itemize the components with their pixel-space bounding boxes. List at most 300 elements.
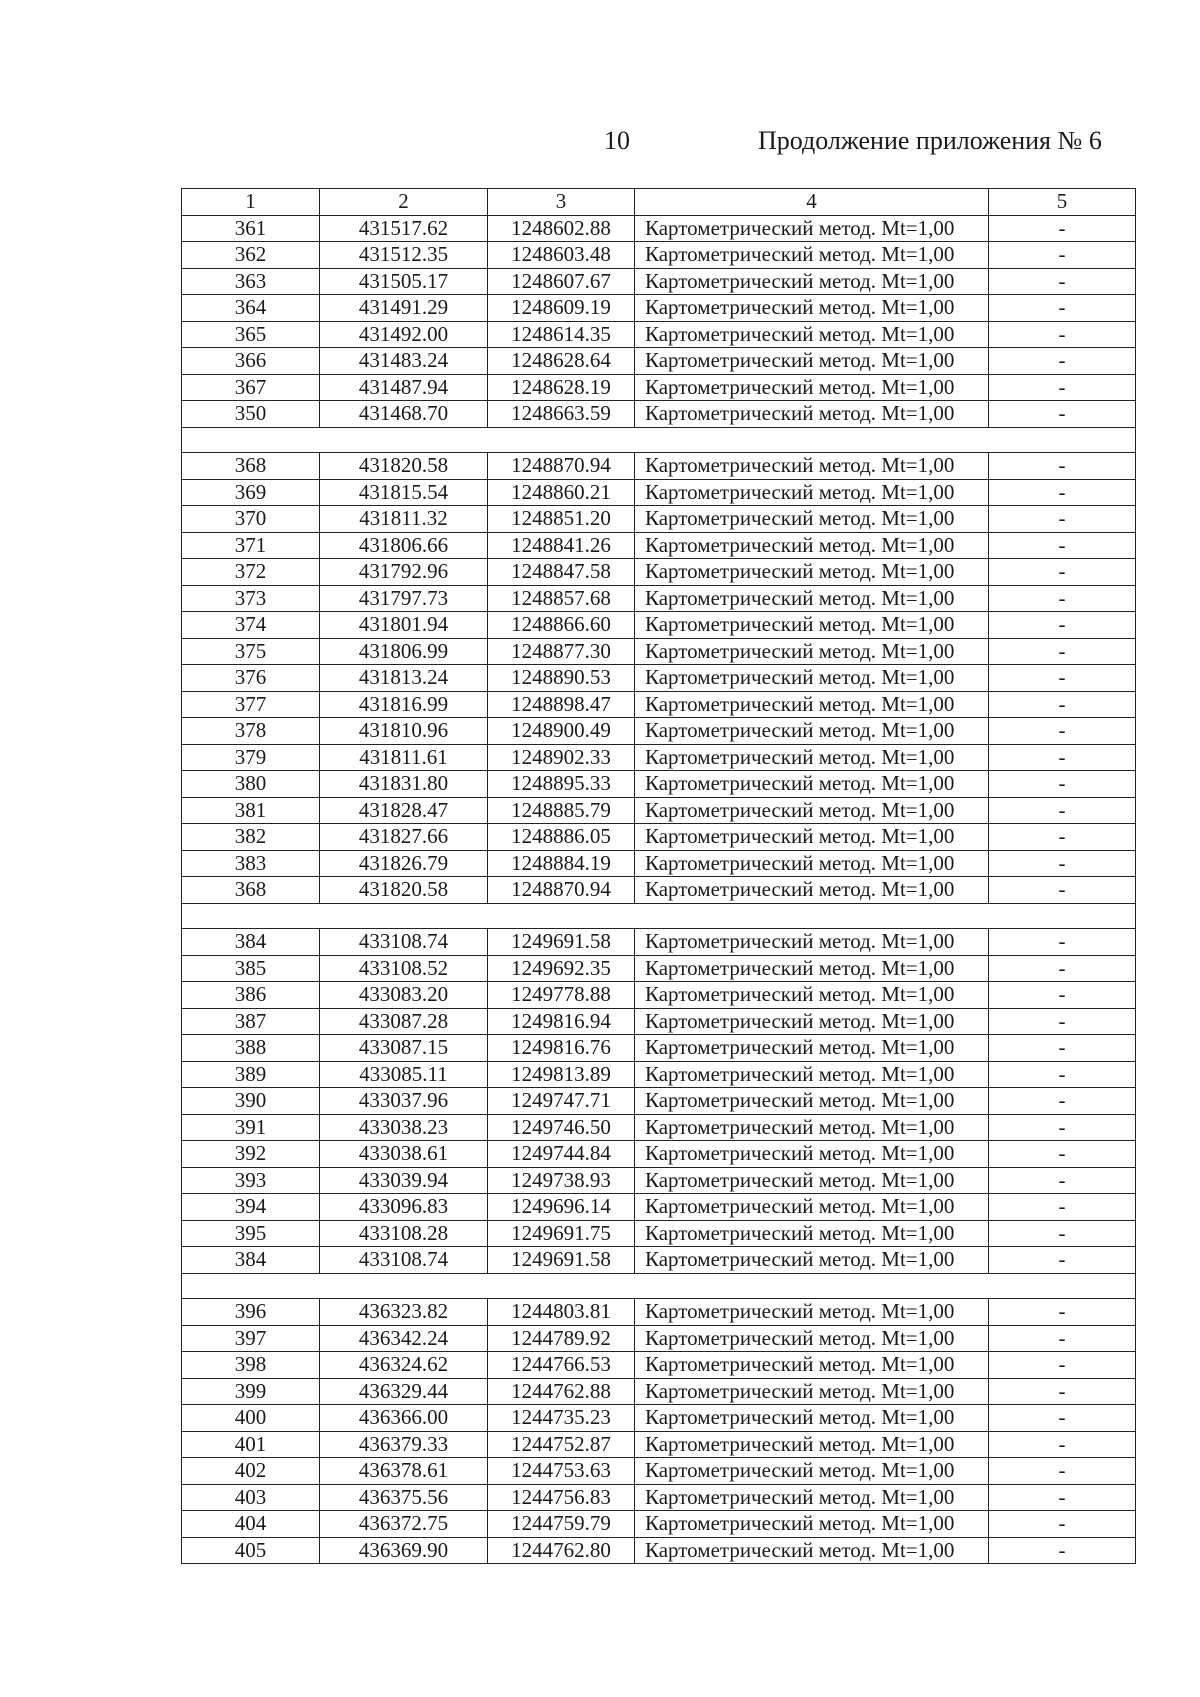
page-number: 10 (604, 126, 630, 155)
method-cell: Картометрический метод. Mt=1,00 (635, 1114, 989, 1141)
table-row (182, 1220, 1136, 1247)
table-row (182, 982, 1136, 1009)
coordinate-y-cell: 1244735.23 (488, 1405, 635, 1432)
column-5-cell: - (989, 374, 1136, 401)
group-separator-row (182, 1273, 1136, 1299)
table-row (182, 401, 1136, 428)
coordinate-y-cell: 1248877.30 (488, 638, 635, 665)
point-number-cell: 376 (182, 665, 320, 692)
coordinate-x-cell: 431801.94 (320, 612, 488, 639)
coordinate-y-cell: 1248870.94 (488, 453, 635, 480)
coordinate-y-cell: 1244752.87 (488, 1431, 635, 1458)
table-row (182, 585, 1136, 612)
method-cell: Картометрический метод. Mt=1,00 (635, 850, 989, 877)
coordinate-x-cell: 433108.28 (320, 1220, 488, 1247)
coordinate-y-cell: 1248900.49 (488, 718, 635, 745)
coordinate-x-cell: 431491.29 (320, 295, 488, 322)
column-5-cell: - (989, 1431, 1136, 1458)
method-cell: Картометрический метод. Mt=1,00 (635, 1378, 989, 1405)
point-number-cell: 380 (182, 771, 320, 798)
point-number-cell: 370 (182, 506, 320, 533)
point-number-cell: 350 (182, 401, 320, 428)
method-cell: Картометрический метод. Mt=1,00 (635, 1325, 989, 1352)
method-cell: Картометрический метод. Mt=1,00 (635, 1537, 989, 1564)
point-number-cell: 390 (182, 1088, 320, 1115)
table-row (182, 1194, 1136, 1221)
point-number-cell: 367 (182, 374, 320, 401)
point-number-cell: 375 (182, 638, 320, 665)
method-cell: Картометрический метод. Mt=1,00 (635, 744, 989, 771)
coordinate-y-cell: 1244766.53 (488, 1352, 635, 1379)
point-number-cell: 398 (182, 1352, 320, 1379)
table-row (182, 532, 1136, 559)
coordinate-x-cell: 436379.33 (320, 1431, 488, 1458)
table-row (182, 1511, 1136, 1538)
coordinate-x-cell: 431831.80 (320, 771, 488, 798)
point-number-cell: 382 (182, 824, 320, 851)
column-5-cell: - (989, 1247, 1136, 1274)
point-number-cell: 405 (182, 1537, 320, 1564)
coordinate-y-cell: 1249816.76 (488, 1035, 635, 1062)
coordinate-y-cell: 1248857.68 (488, 585, 635, 612)
column-5-cell: - (989, 850, 1136, 877)
column-5-cell: - (989, 585, 1136, 612)
coordinate-x-cell: 431492.00 (320, 321, 488, 348)
method-cell: Картометрический метод. Mt=1,00 (635, 1405, 989, 1432)
point-number-cell: 384 (182, 1247, 320, 1274)
table-row (182, 1484, 1136, 1511)
column-5-cell: - (989, 877, 1136, 904)
coordinate-x-cell: 433083.20 (320, 982, 488, 1009)
table-row (182, 1299, 1136, 1326)
coordinate-y-cell: 1244762.88 (488, 1378, 635, 1405)
table-row (182, 665, 1136, 692)
method-cell: Картометрический метод. Mt=1,00 (635, 321, 989, 348)
method-cell: Картометрический метод. Mt=1,00 (635, 242, 989, 269)
column-number-row (182, 189, 1136, 216)
column-5-cell: - (989, 453, 1136, 480)
column-header-1: 1 (182, 189, 320, 216)
group-separator-row (182, 903, 1136, 929)
column-5-cell: - (989, 1035, 1136, 1062)
coordinate-x-cell: 433096.83 (320, 1194, 488, 1221)
column-5-cell: - (989, 955, 1136, 982)
table-row (182, 1088, 1136, 1115)
table-row (182, 718, 1136, 745)
method-cell: Картометрический метод. Mt=1,00 (635, 1431, 989, 1458)
column-5-cell: - (989, 1088, 1136, 1115)
column-5-cell: - (989, 1194, 1136, 1221)
coordinate-y-cell: 1249691.75 (488, 1220, 635, 1247)
coordinate-x-cell: 431806.66 (320, 532, 488, 559)
coordinate-y-cell: 1248628.19 (488, 374, 635, 401)
column-5-cell: - (989, 1484, 1136, 1511)
column-header-4: 4 (635, 189, 989, 216)
table-header (182, 189, 1136, 216)
coordinate-y-cell: 1248895.33 (488, 771, 635, 798)
method-cell: Картометрический метод. Mt=1,00 (635, 348, 989, 375)
coordinate-x-cell: 433087.15 (320, 1035, 488, 1062)
coordinate-y-cell: 1248860.21 (488, 479, 635, 506)
method-cell: Картометрический метод. Mt=1,00 (635, 1458, 989, 1485)
point-number-cell: 361 (182, 215, 320, 242)
coordinate-x-cell: 431505.17 (320, 268, 488, 295)
table-row (182, 374, 1136, 401)
table-row (182, 268, 1136, 295)
coordinate-y-cell: 1248609.19 (488, 295, 635, 322)
point-number-cell: 395 (182, 1220, 320, 1247)
coordinate-y-cell: 1249744.84 (488, 1141, 635, 1168)
table-row (182, 215, 1136, 242)
column-5-cell: - (989, 691, 1136, 718)
coordinate-x-cell: 431813.24 (320, 665, 488, 692)
point-number-cell: 366 (182, 348, 320, 375)
method-cell: Картометрический метод. Mt=1,00 (635, 691, 989, 718)
column-5-cell: - (989, 744, 1136, 771)
method-cell: Картометрический метод. Mt=1,00 (635, 1088, 989, 1115)
coordinate-x-cell: 433085.11 (320, 1061, 488, 1088)
coordinate-y-cell: 1248884.19 (488, 850, 635, 877)
coordinate-x-cell: 433087.28 (320, 1008, 488, 1035)
method-cell: Картометрический метод. Mt=1,00 (635, 1299, 989, 1326)
point-number-cell: 396 (182, 1299, 320, 1326)
coordinate-y-cell: 1249816.94 (488, 1008, 635, 1035)
table-row (182, 348, 1136, 375)
coordinate-y-cell: 1244753.63 (488, 1458, 635, 1485)
point-number-cell: 387 (182, 1008, 320, 1035)
coordinate-y-cell: 1248841.26 (488, 532, 635, 559)
point-number-cell: 384 (182, 929, 320, 956)
coordinate-x-cell: 436329.44 (320, 1378, 488, 1405)
coordinate-x-cell: 431828.47 (320, 797, 488, 824)
table-row (182, 321, 1136, 348)
coordinate-y-cell: 1248866.60 (488, 612, 635, 639)
column-5-cell: - (989, 824, 1136, 851)
table-row (182, 1458, 1136, 1485)
column-5-cell: - (989, 1299, 1136, 1326)
separator-cell (182, 427, 1136, 453)
coordinate-x-cell: 431820.58 (320, 453, 488, 480)
method-cell: Картометрический метод. Mt=1,00 (635, 929, 989, 956)
coordinate-y-cell: 1249691.58 (488, 1247, 635, 1274)
coordinate-x-cell: 433038.23 (320, 1114, 488, 1141)
column-header-2: 2 (320, 189, 488, 216)
column-5-cell: - (989, 215, 1136, 242)
appendix-caption: Продолжение приложения № 6 (758, 126, 1102, 155)
coordinate-y-cell: 1249692.35 (488, 955, 635, 982)
coordinate-x-cell: 436324.62 (320, 1352, 488, 1379)
coordinate-x-cell: 431487.94 (320, 374, 488, 401)
coordinate-x-cell: 433039.94 (320, 1167, 488, 1194)
column-5-cell: - (989, 1511, 1136, 1538)
table-row (182, 638, 1136, 665)
column-5-cell: - (989, 612, 1136, 639)
column-5-cell: - (989, 982, 1136, 1009)
method-cell: Картометрический метод. Mt=1,00 (635, 295, 989, 322)
column-5-cell: - (989, 1008, 1136, 1035)
table-row (182, 1114, 1136, 1141)
table-row (182, 929, 1136, 956)
table-body (182, 215, 1136, 1564)
column-5-cell: - (989, 1220, 1136, 1247)
coordinate-y-cell: 1249747.71 (488, 1088, 635, 1115)
coordinate-y-cell: 1248890.53 (488, 665, 635, 692)
coordinate-x-cell: 431517.62 (320, 215, 488, 242)
coordinate-x-cell: 436323.82 (320, 1299, 488, 1326)
coordinate-y-cell: 1244756.83 (488, 1484, 635, 1511)
point-number-cell: 400 (182, 1405, 320, 1432)
column-5-cell: - (989, 321, 1136, 348)
column-5-cell: - (989, 665, 1136, 692)
coordinate-x-cell: 431468.70 (320, 401, 488, 428)
coordinate-y-cell: 1248885.79 (488, 797, 635, 824)
method-cell: Картометрический метод. Mt=1,00 (635, 268, 989, 295)
column-5-cell: - (989, 559, 1136, 586)
column-5-cell: - (989, 348, 1136, 375)
column-5-cell: - (989, 797, 1136, 824)
coordinate-x-cell: 436369.90 (320, 1537, 488, 1564)
method-cell: Картометрический метод. Mt=1,00 (635, 1061, 989, 1088)
coordinate-y-cell: 1248603.48 (488, 242, 635, 269)
method-cell: Картометрический метод. Mt=1,00 (635, 877, 989, 904)
point-number-cell: 385 (182, 955, 320, 982)
coordinate-x-cell: 433108.74 (320, 929, 488, 956)
table-row (182, 955, 1136, 982)
column-5-cell: - (989, 1537, 1136, 1564)
coordinate-x-cell: 431816.99 (320, 691, 488, 718)
point-number-cell: 368 (182, 453, 320, 480)
point-number-cell: 365 (182, 321, 320, 348)
coordinate-x-cell: 436375.56 (320, 1484, 488, 1511)
column-5-cell: - (989, 1378, 1136, 1405)
coordinate-x-cell: 433108.52 (320, 955, 488, 982)
point-number-cell: 392 (182, 1141, 320, 1168)
coordinate-y-cell: 1248628.64 (488, 348, 635, 375)
point-number-cell: 386 (182, 982, 320, 1009)
point-number-cell: 374 (182, 612, 320, 639)
column-5-cell: - (989, 1352, 1136, 1379)
coordinate-x-cell: 431512.35 (320, 242, 488, 269)
point-number-cell: 372 (182, 559, 320, 586)
method-cell: Картометрический метод. Mt=1,00 (635, 718, 989, 745)
table-row (182, 744, 1136, 771)
column-5-cell: - (989, 771, 1136, 798)
separator-cell (182, 1273, 1136, 1299)
table-row (182, 1378, 1136, 1405)
method-cell: Картометрический метод. Mt=1,00 (635, 1167, 989, 1194)
point-number-cell: 363 (182, 268, 320, 295)
table-row (182, 771, 1136, 798)
coordinate-y-cell: 1244759.79 (488, 1511, 635, 1538)
coordinate-x-cell: 431815.54 (320, 479, 488, 506)
column-5-cell: - (989, 1167, 1136, 1194)
coordinate-y-cell: 1248886.05 (488, 824, 635, 851)
table-row (182, 1431, 1136, 1458)
method-cell: Картометрический метод. Mt=1,00 (635, 771, 989, 798)
method-cell: Картометрический метод. Mt=1,00 (635, 532, 989, 559)
column-5-cell: - (989, 479, 1136, 506)
point-number-cell: 362 (182, 242, 320, 269)
coordinate-x-cell: 433037.96 (320, 1088, 488, 1115)
point-number-cell: 388 (182, 1035, 320, 1062)
coordinate-x-cell: 431820.58 (320, 877, 488, 904)
coordinate-y-cell: 1244789.92 (488, 1325, 635, 1352)
table-row (182, 1141, 1136, 1168)
table-row (182, 506, 1136, 533)
column-5-cell: - (989, 1458, 1136, 1485)
table-row (182, 797, 1136, 824)
coordinate-x-cell: 431827.66 (320, 824, 488, 851)
coordinate-x-cell: 431811.61 (320, 744, 488, 771)
method-cell: Картометрический метод. Mt=1,00 (635, 585, 989, 612)
point-number-cell: 391 (182, 1114, 320, 1141)
coordinate-x-cell: 436366.00 (320, 1405, 488, 1432)
table-row (182, 559, 1136, 586)
method-cell: Картометрический метод. Mt=1,00 (635, 453, 989, 480)
method-cell: Картометрический метод. Mt=1,00 (635, 824, 989, 851)
point-number-cell: 378 (182, 718, 320, 745)
method-cell: Картометрический метод. Mt=1,00 (635, 1220, 989, 1247)
method-cell: Картометрический метод. Mt=1,00 (635, 1141, 989, 1168)
column-5-cell: - (989, 268, 1136, 295)
coordinate-y-cell: 1249696.14 (488, 1194, 635, 1221)
coordinates-table (181, 188, 1136, 1564)
table-row (182, 877, 1136, 904)
point-number-cell: 403 (182, 1484, 320, 1511)
point-number-cell: 371 (182, 532, 320, 559)
column-5-cell: - (989, 1405, 1136, 1432)
point-number-cell: 369 (182, 479, 320, 506)
point-number-cell: 368 (182, 877, 320, 904)
column-5-cell: - (989, 638, 1136, 665)
point-number-cell: 379 (182, 744, 320, 771)
table-row (182, 1405, 1136, 1432)
column-5-cell: - (989, 1061, 1136, 1088)
point-number-cell: 402 (182, 1458, 320, 1485)
point-number-cell: 389 (182, 1061, 320, 1088)
method-cell: Картометрический метод. Mt=1,00 (635, 215, 989, 242)
table-row (182, 850, 1136, 877)
coordinate-y-cell: 1248898.47 (488, 691, 635, 718)
table-row (182, 612, 1136, 639)
coordinate-y-cell: 1248614.35 (488, 321, 635, 348)
column-5-cell: - (989, 242, 1136, 269)
coordinate-y-cell: 1248607.67 (488, 268, 635, 295)
method-cell: Картометрический метод. Mt=1,00 (635, 401, 989, 428)
point-number-cell: 397 (182, 1325, 320, 1352)
coordinate-x-cell: 436372.75 (320, 1511, 488, 1538)
point-number-cell: 373 (182, 585, 320, 612)
coordinate-y-cell: 1249746.50 (488, 1114, 635, 1141)
coordinate-y-cell: 1248602.88 (488, 215, 635, 242)
coordinate-x-cell: 433108.74 (320, 1247, 488, 1274)
point-number-cell: 394 (182, 1194, 320, 1221)
coordinate-y-cell: 1248902.33 (488, 744, 635, 771)
column-5-cell: - (989, 929, 1136, 956)
coordinate-x-cell: 431483.24 (320, 348, 488, 375)
column-header-3: 3 (488, 189, 635, 216)
table-row (182, 1352, 1136, 1379)
group-separator-row (182, 427, 1136, 453)
method-cell: Картометрический метод. Mt=1,00 (635, 638, 989, 665)
method-cell: Картометрический метод. Mt=1,00 (635, 1035, 989, 1062)
point-number-cell: 393 (182, 1167, 320, 1194)
method-cell: Картометрический метод. Mt=1,00 (635, 1352, 989, 1379)
table-row (182, 824, 1136, 851)
method-cell: Картометрический метод. Mt=1,00 (635, 1511, 989, 1538)
point-number-cell: 399 (182, 1378, 320, 1405)
table-row (182, 1325, 1136, 1352)
method-cell: Картометрический метод. Mt=1,00 (635, 955, 989, 982)
coordinate-x-cell: 431792.96 (320, 559, 488, 586)
method-cell: Картометрический метод. Mt=1,00 (635, 982, 989, 1009)
coordinate-x-cell: 431810.96 (320, 718, 488, 745)
coordinate-x-cell: 431826.79 (320, 850, 488, 877)
column-5-cell: - (989, 1325, 1136, 1352)
coordinate-x-cell: 436378.61 (320, 1458, 488, 1485)
table-row (182, 479, 1136, 506)
column-5-cell: - (989, 1141, 1136, 1168)
table-row (182, 691, 1136, 718)
coordinate-y-cell: 1249691.58 (488, 929, 635, 956)
column-5-cell: - (989, 1114, 1136, 1141)
point-number-cell: 404 (182, 1511, 320, 1538)
point-number-cell: 364 (182, 295, 320, 322)
coordinate-y-cell: 1248663.59 (488, 401, 635, 428)
table-row (182, 1035, 1136, 1062)
method-cell: Картометрический метод. Mt=1,00 (635, 665, 989, 692)
table-row (182, 295, 1136, 322)
method-cell: Картометрический метод. Mt=1,00 (635, 479, 989, 506)
separator-cell (182, 903, 1136, 929)
coordinate-y-cell: 1248847.58 (488, 559, 635, 586)
method-cell: Картометрический метод. Mt=1,00 (635, 1484, 989, 1511)
point-number-cell: 381 (182, 797, 320, 824)
coordinate-x-cell: 431806.99 (320, 638, 488, 665)
column-5-cell: - (989, 295, 1136, 322)
method-cell: Картометрический метод. Mt=1,00 (635, 559, 989, 586)
coordinate-y-cell: 1248870.94 (488, 877, 635, 904)
coordinate-x-cell: 431797.73 (320, 585, 488, 612)
coordinate-y-cell: 1249813.89 (488, 1061, 635, 1088)
coordinate-y-cell: 1244803.81 (488, 1299, 635, 1326)
table-row (182, 453, 1136, 480)
point-number-cell: 383 (182, 850, 320, 877)
column-5-cell: - (989, 401, 1136, 428)
table-row (182, 1008, 1136, 1035)
coordinate-y-cell: 1249738.93 (488, 1167, 635, 1194)
coordinate-y-cell: 1249778.88 (488, 982, 635, 1009)
column-5-cell: - (989, 532, 1136, 559)
method-cell: Картометрический метод. Mt=1,00 (635, 1194, 989, 1221)
table-row (182, 1061, 1136, 1088)
coordinate-x-cell: 431811.32 (320, 506, 488, 533)
column-5-cell: - (989, 506, 1136, 533)
column-5-cell: - (989, 718, 1136, 745)
method-cell: Картометрический метод. Mt=1,00 (635, 1008, 989, 1035)
method-cell: Картометрический метод. Mt=1,00 (635, 612, 989, 639)
coordinate-x-cell: 433038.61 (320, 1141, 488, 1168)
coordinate-y-cell: 1244762.80 (488, 1537, 635, 1564)
method-cell: Картометрический метод. Mt=1,00 (635, 374, 989, 401)
coordinate-y-cell: 1248851.20 (488, 506, 635, 533)
method-cell: Картометрический метод. Mt=1,00 (635, 506, 989, 533)
point-number-cell: 377 (182, 691, 320, 718)
table-row (182, 1247, 1136, 1274)
method-cell: Картометрический метод. Mt=1,00 (635, 797, 989, 824)
column-header-5: 5 (989, 189, 1136, 216)
table-row (182, 242, 1136, 269)
